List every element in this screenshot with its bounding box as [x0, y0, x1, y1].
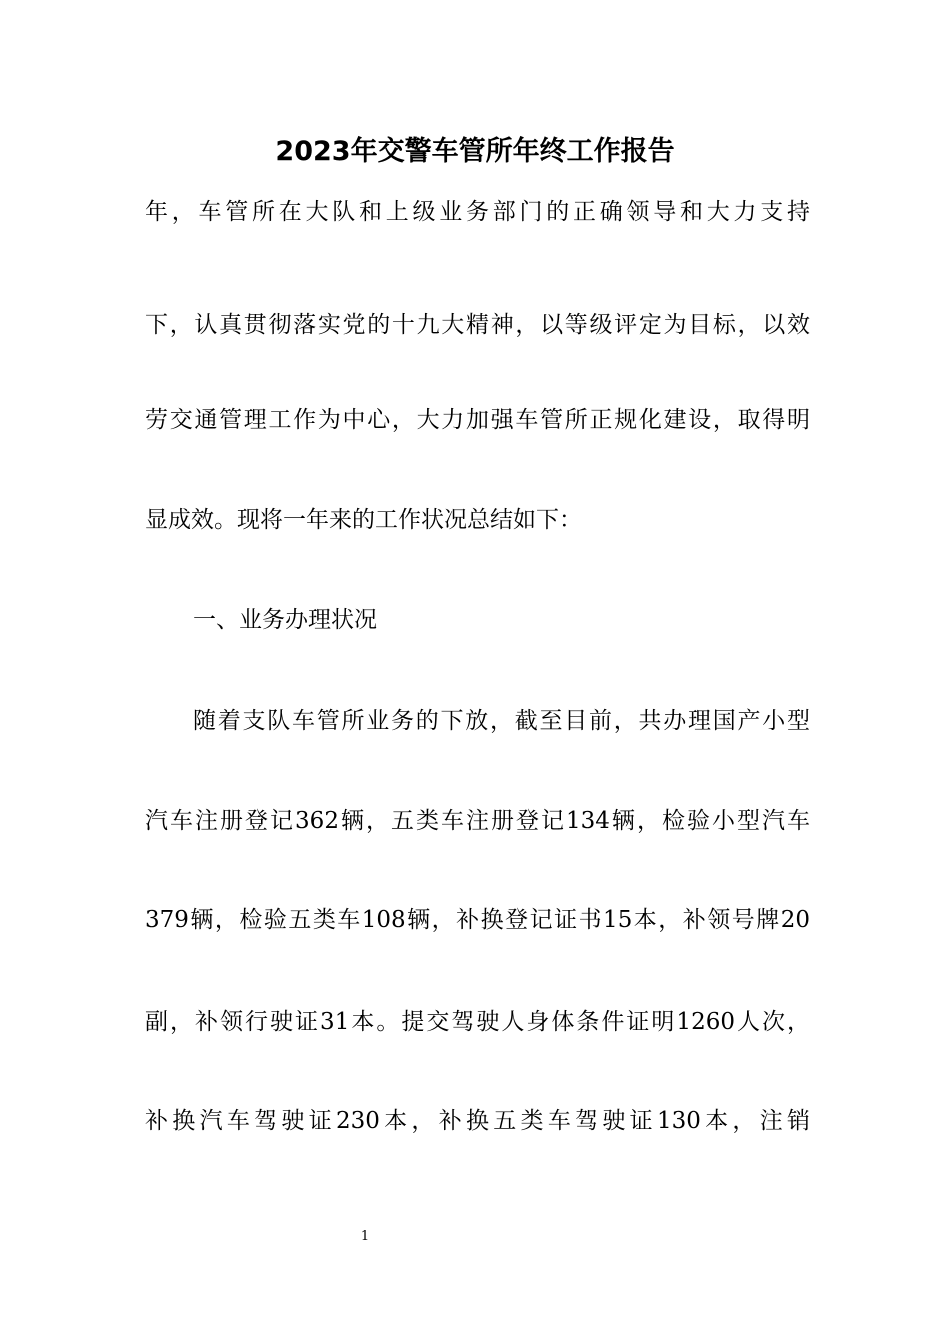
- body-line: 补换汽车驾驶证230本，补换五类车驾驶证130本，注销: [145, 1108, 810, 1134]
- body-line: 年，车管所在大队和上级业务部门的正确领导和大力支持: [145, 199, 810, 225]
- page-number: 1: [360, 1229, 370, 1244]
- body-line: 随着支队车管所业务的下放，截至目前，共办理国产小型: [193, 708, 810, 734]
- body-line: 汽车注册登记362辆，五类车注册登记134辆，检验小型汽车: [145, 808, 810, 834]
- document-title: 2023年交警车管所年终工作报告: [275, 136, 675, 167]
- section-heading: 一、业务办理状况: [193, 607, 377, 633]
- body-line: 副，补领行驶证31本。提交驾驶人身体条件证明1260人次，: [145, 1009, 810, 1035]
- body-line: 劳交通管理工作为中心，大力加强车管所正规化建设，取得明: [145, 407, 810, 433]
- body-line: 379辆，检验五类车108辆，补换登记证书15本，补领号牌20: [145, 907, 810, 933]
- body-line: 下，认真贯彻落实党的十九大精神，以等级评定为目标，以效: [145, 312, 810, 338]
- body-line: 显成效。现将一年来的工作状况总结如下：: [145, 507, 582, 533]
